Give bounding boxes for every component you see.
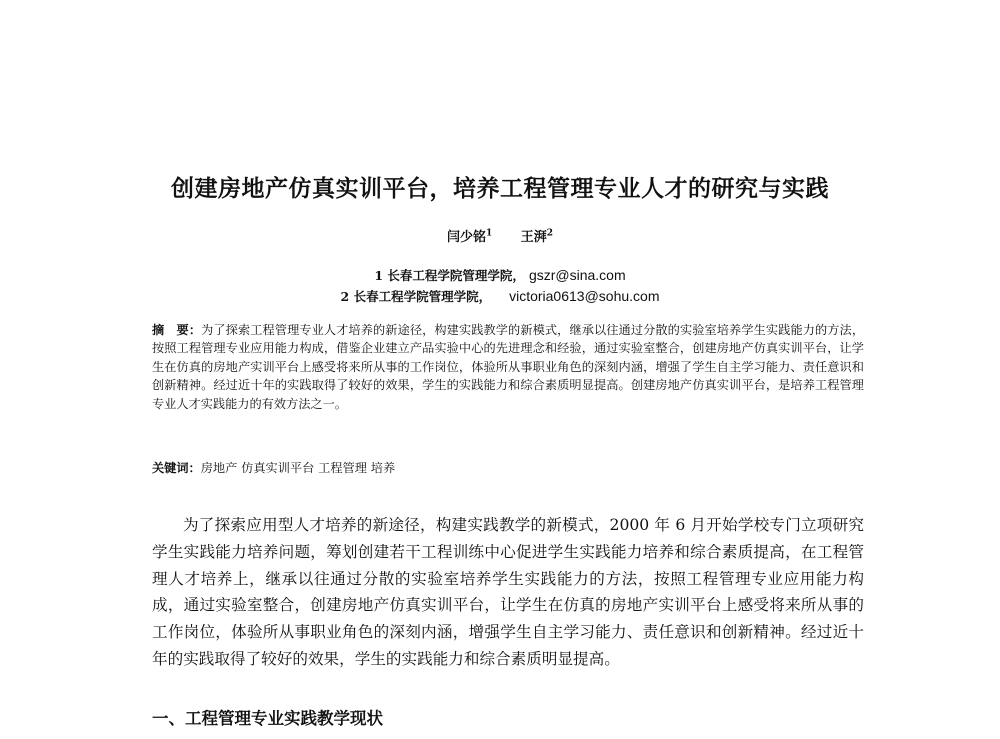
affiliation-1 xyxy=(0,266,1000,284)
affiliation-2 xyxy=(0,287,1000,305)
author-1 xyxy=(447,230,492,245)
abstract xyxy=(152,321,864,413)
affiliation-email: gszr@sina.com xyxy=(528,267,626,283)
affiliation-email: victoria0613@sohu.com xyxy=(509,288,660,304)
keywords-text: 房地产 仿真实训平台 工程管理 培养 xyxy=(200,461,396,475)
author-affiliation-mark: 2 xyxy=(546,228,554,239)
paper-title: 创建房地产仿真实训平台，培养工程管理专业人才的研究与实践 xyxy=(171,175,829,202)
abstract-label: 摘 要： xyxy=(152,323,202,337)
affiliation-index: 1 xyxy=(374,268,384,283)
affiliation-index: 2 xyxy=(340,289,350,304)
author-affiliation-mark: 1 xyxy=(485,228,493,239)
author-2 xyxy=(521,230,553,245)
author-list xyxy=(0,226,1000,245)
keywords-label: 关键词： xyxy=(152,461,201,475)
author-name: 闫少铭 xyxy=(446,230,486,245)
abstract-text: 为了探索工程管理专业人才培养的新途径，构建实践教学的新模式，继承以往通过分散的实验室培养学生实践能力的方法，按照工程管理专业应用能力构成，借鉴企业建立产品实验中心的先进理念和经验，通过实验室整合，创建房地产仿真实训平台，让学生在仿真的房地产实训平台上感受将来所从事的工作岗位，体验所从事职业角色的深刻内涵，增强了学生自主学习能力、责任意识和创新精神。经过近十年的实践取得了较好的效果，学生的实践能力和综合素质明显提高。创建房地产仿真实训平台，是培养工程管理专业人才实践能力的有效方法之一。 xyxy=(152,323,865,411)
keywords xyxy=(152,459,864,476)
body-paragraph: 为了探索应用型人才培养的新途径，构建实践教学的新模式，2000 年 6 月开始学校专门立项研究学生实践能力培养问题，筹划创建若干工程训练中心促进学生实践能力培养和综合素质提高，在工程管理人才培养上，继承以往通过分散的实验室培养学生实践能力的方法，按照工程管理专业应用能力构成，通过实验室整合，创建房地产仿真实训平台，让学生在仿真的房地产实训平台上感受将来所从事的工作岗位，体验所从事职业角色的深刻内涵，增强学生自主学习能力、责任意识和创新精神。经过近十年的实践取得了较好的效果，学生的实践能力和综合素质明显提高。 xyxy=(152,516,864,668)
author-name: 王湃 xyxy=(520,230,547,245)
affiliation-org: 长春工程学院管理学院， xyxy=(387,268,525,283)
section-heading: 一、工程管理专业实践教学现状 xyxy=(152,709,383,728)
affiliation-org: 长春工程学院管理学院， xyxy=(353,289,492,304)
